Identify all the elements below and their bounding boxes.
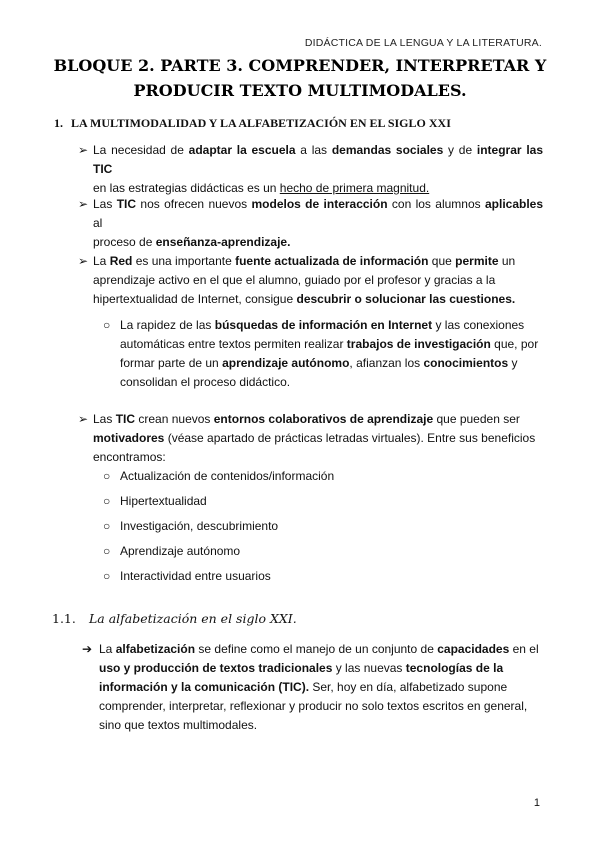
title-line-2: PRODUCIR TEXTO MULTIMODALES. xyxy=(133,81,467,100)
circle-bullet-icon: ○ xyxy=(103,318,111,332)
text-run: La xyxy=(99,642,116,656)
text-run: La xyxy=(93,254,110,268)
text-run: aprendizaje activo en el que el alumno, guiado por el profesor y gracias a la xyxy=(93,273,496,287)
bold-run: uso y producción de textos tradicionales xyxy=(99,661,333,675)
bold-run: alfabetización xyxy=(115,642,196,656)
running-header: DIDÁCTICA DE LA LENGUA Y LA LITERATURA. xyxy=(304,37,542,49)
bold-run: integrar las TIC xyxy=(93,143,543,176)
text-run: al xyxy=(93,216,103,230)
bold-run: TIC xyxy=(116,197,137,211)
arrow-bullet-icon: ➢ xyxy=(78,197,89,211)
bold-run: trabajos de investigación xyxy=(346,337,491,351)
bullet-3-sub-text xyxy=(120,316,543,392)
text-run: Las xyxy=(93,197,117,211)
text-run: con los alumnos xyxy=(387,197,485,211)
circle-bullet-icon: ○ xyxy=(103,494,111,508)
bold-run: enseñanza-aprendizaje. xyxy=(155,235,291,249)
text-run: crean nuevos xyxy=(135,412,214,426)
text-run: automáticas entre textos permiten realizar xyxy=(120,337,347,351)
text-run: proceso de xyxy=(93,235,156,249)
text-run: La necesidad de xyxy=(93,143,189,157)
bold-run: conocimientos xyxy=(423,356,509,370)
bold-run: descubrir o solucionar las cuestiones. xyxy=(296,292,516,306)
section-1-1-title: La alfabetización en el siglo XXI. xyxy=(89,611,297,626)
bold-run: aprendizaje autónomo xyxy=(222,356,350,370)
title-line-1: BLOQUE 2. PARTE 3. COMPRENDER, INTERPRETAR Y xyxy=(53,56,547,75)
text-run: , afianzan los xyxy=(349,356,424,370)
benefit-item: Aprendizaje autónomo xyxy=(120,544,241,558)
bold-run: adaptar la escuela xyxy=(188,143,296,157)
arrow-bullet-icon: ➢ xyxy=(78,143,89,157)
benefit-item: Interactividad entre usuarios xyxy=(120,569,271,583)
text-run: consolidan el proceso didáctico. xyxy=(120,375,291,389)
text-run: y de xyxy=(443,143,477,157)
text-run: y xyxy=(508,356,518,370)
bold-run: demandas sociales xyxy=(331,143,444,157)
text-run: a las xyxy=(295,143,332,157)
circle-bullet-icon: ○ xyxy=(103,544,111,558)
bold-run: modelos de interacción xyxy=(251,197,388,211)
bullet-3-text xyxy=(93,252,543,309)
text-run: formar parte de un xyxy=(120,356,223,370)
text-run: en el xyxy=(509,642,539,656)
section-1-1-heading xyxy=(52,611,297,626)
benefit-item: Actualización de contenidos/información xyxy=(120,469,335,483)
text-run: un xyxy=(498,254,516,268)
text-run: que pueden ser xyxy=(433,412,520,426)
text-run: Ser, hoy en día, alfabetizado supone xyxy=(309,680,508,694)
text-run: sino que textos multimodales. xyxy=(99,718,258,732)
bullet-4-text xyxy=(93,410,543,467)
page-number: 1 xyxy=(533,797,540,809)
circle-bullet-icon: ○ xyxy=(103,519,111,533)
text-run: Las xyxy=(93,412,116,426)
bold-run: fuente actualizada de información xyxy=(235,254,429,268)
benefit-item: Hipertextualidad xyxy=(120,494,207,508)
bold-run: capacidades xyxy=(437,642,510,656)
bold-run: entornos colaborativos de aprendizaje xyxy=(213,412,434,426)
text-run: es una importante xyxy=(132,254,236,268)
text-run: (véase apartado de prácticas letradas virtuales). Entre sus beneficios xyxy=(164,431,536,445)
right-arrow-bullet-icon: ➔ xyxy=(82,642,93,656)
bold-run: aplicables xyxy=(484,197,544,211)
bullet-1-text xyxy=(93,141,543,198)
bold-run: Red xyxy=(109,254,133,268)
text-run: hipertextualidad de Internet, consigue xyxy=(93,292,297,306)
section-1-title: LA MULTIMODALIDAD Y LA ALFABETIZACIÓN EN EL SIGLO XXI xyxy=(71,116,451,130)
text-run: comprender, interpretar, reflexionar y producir no solo textos escritos en general, xyxy=(99,699,528,713)
bullet-5-text xyxy=(99,640,543,735)
bold-run: TIC xyxy=(115,412,136,426)
text-run: que xyxy=(428,254,456,268)
bold-run: motivadores xyxy=(93,431,165,445)
arrow-bullet-icon: ➢ xyxy=(78,254,89,268)
bullet-2-text xyxy=(93,195,543,252)
text-run: y las nuevas xyxy=(332,661,406,675)
section-1-1-number: 1.1. xyxy=(52,611,76,626)
section-1-number: 1. xyxy=(54,116,63,130)
text-run: y las conexiones xyxy=(432,318,525,332)
benefit-item: Investigación, descubrimiento xyxy=(120,519,279,533)
bold-run: búsquedas de información en Internet xyxy=(214,318,433,332)
text-run: se define como el manejo de un conjunto de xyxy=(195,642,438,656)
circle-bullet-icon: ○ xyxy=(103,569,111,583)
bold-run: información y la comunicación (TIC). xyxy=(99,680,310,694)
underlined-run: hecho de primera magnitud. xyxy=(279,181,430,195)
text-run: en las estrategias didácticas es un xyxy=(93,181,280,195)
arrow-bullet-icon: ➢ xyxy=(78,412,89,426)
text-run: nos ofrecen nuevos xyxy=(136,197,252,211)
section-1-heading xyxy=(54,116,451,131)
text-run: encontramos: xyxy=(93,450,166,464)
text-run: que, por xyxy=(490,337,539,351)
bold-run: tecnologías de la xyxy=(405,661,504,675)
document-title xyxy=(40,53,560,103)
circle-bullet-icon: ○ xyxy=(103,469,111,483)
bold-run: permite xyxy=(455,254,499,268)
text-run: La rapidez de las xyxy=(120,318,215,332)
